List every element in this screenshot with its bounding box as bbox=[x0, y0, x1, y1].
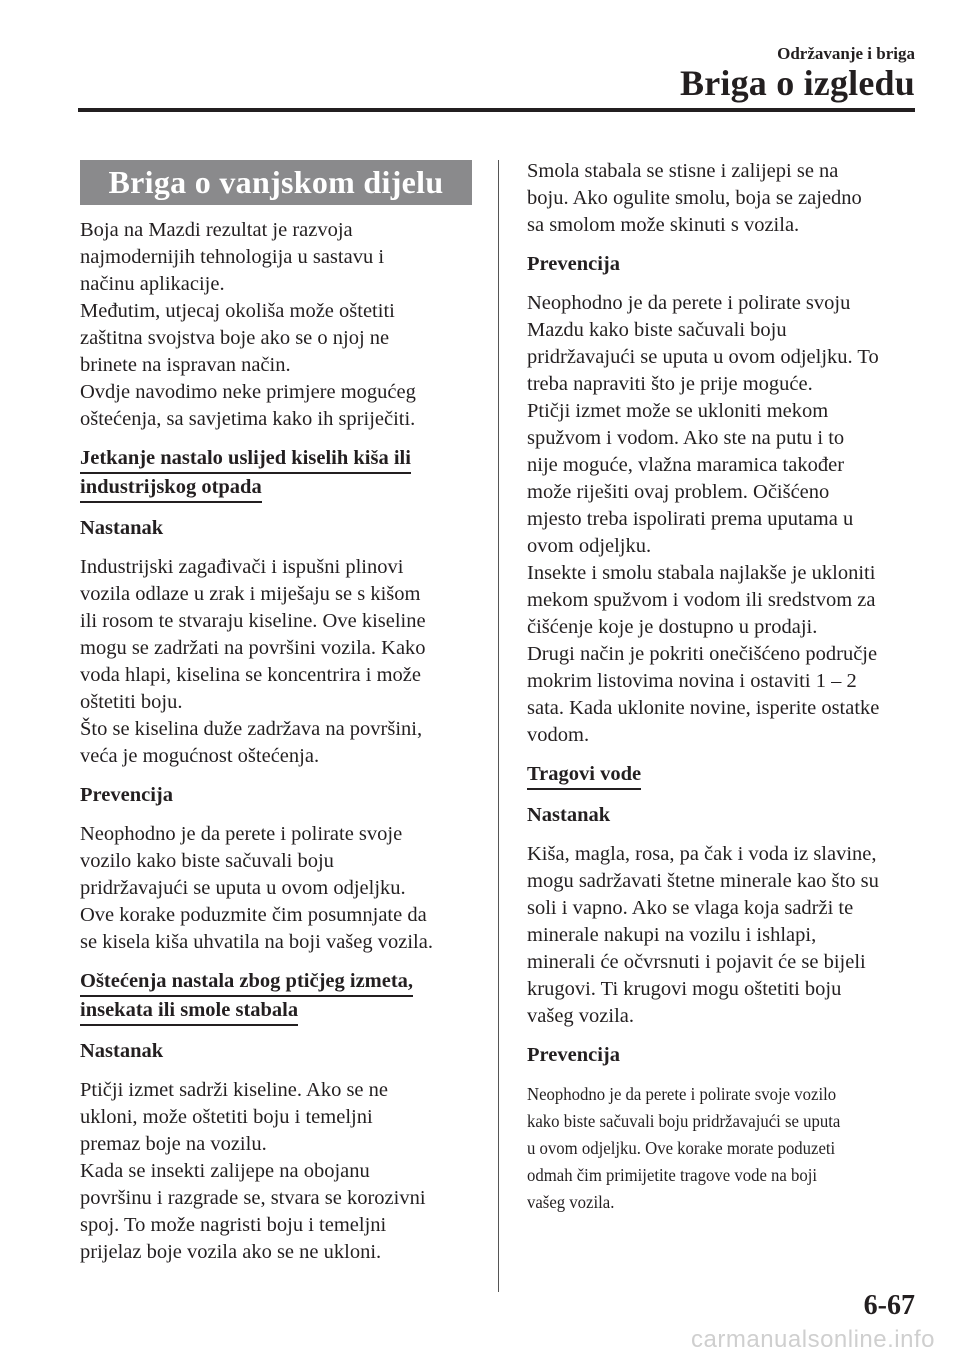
prevencija-paragraph: Neophodno je da perete i polirate svoju Mazdu kako biste sačuvali boju pridržavajući se uputa u ovom odjeljku. To treba napraviti što je prije moguće. Ptičji izmet može se ukloniti mekom spužvom i vodom. Ako ste na putu i to nije moguće, vlažna maramica također može riješiti ovaj problem. Očišćeno mjesto treba ispolirati prema uputama u ovom odjeljku. Insekte i smolu stabala najlakše je ukloniti mekom spužvom i vodom ili sredstvom za čišćenje koje je dostupno u prodaji. Drugi način je pokriti onečišćeno područje mokrim listovima novina i ostaviti 1 – 2 sata. Kada uklonite novine, isperite ostatke vodom. bbox=[527, 292, 880, 746]
chapter-label: Održavanje i briga bbox=[777, 44, 915, 63]
nastanak-paragraph: Ptičji izmet sadrži kiseline. Ako se ne ukloni, može oštetiti boju i temeljni premaz boje na vozilu. Kada se insekti zalijepe na obojanu površinu i razgrade se, stvara se korozivni spoj. To može nagristi boju i temeljni prijelaz boje vozila ako se ne ukloni. bbox=[80, 1079, 426, 1263]
watermark: carmanualsonline.info bbox=[691, 1326, 935, 1353]
subheading-prevencija: Prevencija bbox=[80, 784, 173, 806]
page-title: Briga o izgledu bbox=[680, 63, 915, 103]
heading-bird-droppings bbox=[80, 968, 472, 1026]
subheading-nastanak: Nastanak bbox=[80, 517, 164, 539]
subheading-nastanak: Nastanak bbox=[80, 1040, 164, 1062]
heading-acid-rain bbox=[80, 445, 472, 503]
nastanak-paragraph: Industrijski zagađivači i ispušni plinovi vozila odlaze u zrak i miješaju se s kišom ili rosom te stvaraju kiseline. Ove kiseline mogu se zadržati na površini vozila. Kako voda hlapi, kiselina se koncentrira i može oštetiti boju. Što se kiselina duže zadržava na površini, veća je mogućnost oštećenja. bbox=[80, 556, 426, 767]
heading-acid-rain-line1: Jetkanje nastalo uslijed kiselih kiša ili bbox=[80, 445, 411, 474]
column-divider bbox=[498, 160, 499, 1292]
heading-water-spots bbox=[527, 761, 919, 790]
right-column bbox=[527, 158, 919, 1216]
subheading-prevencija: Prevencija bbox=[527, 1044, 620, 1066]
nastanak-paragraph: Kiša, magla, rosa, pa čak i voda iz slavine, mogu sadržavati štetne minerale kao što su soli i vapno. Ako se vlaga koja sadrži te minerale nakupi na vozilu i ishlapi, minerali će očvrsnuti i pojavit će se bijeli krugovi. Ti krugovi mogu oštetiti boju vašeg vozila. bbox=[527, 843, 879, 1027]
page-number: 6-67 bbox=[863, 1290, 915, 1321]
section-banner: Briga o vanjskom dijelu bbox=[80, 160, 472, 205]
prevencija-paragraph-small: Neophodno je da perete i polirate svoje vozilo kako biste sačuvali boju pridržavajući se uputa u ovom odjeljku. Ove korake morate poduzeti odmah čim primijetite tragove vode na boji vašeg vozila. bbox=[527, 1084, 841, 1212]
subheading-nastanak: Nastanak bbox=[527, 804, 611, 826]
prevencija-paragraph: Neophodno je da perete i polirate svoje vozilo kako biste sačuvali boju pridržavajući se uputa u ovom odjeljku. Ove korake poduzmite čim posumnjate da se kisela kiša uhvatila na boji vašeg vozila. bbox=[80, 823, 433, 953]
heading-acid-rain-line2: industrijskog otpada bbox=[80, 474, 262, 503]
heading-water-spots-text: Tragovi vode bbox=[527, 761, 641, 790]
continuation-paragraph: Smola stabala se stisne i zalijepi se na boju. Ako ogulite smolu, boja se zajedno sa smolom može skinuti s vozila. bbox=[527, 160, 862, 236]
left-column bbox=[80, 160, 472, 1278]
subheading-prevencija: Prevencija bbox=[527, 253, 620, 275]
header-rule bbox=[78, 108, 915, 112]
intro-paragraph: Boja na Mazdi rezultat je razvoja najmodernijih tehnologija u sastavu i načinu aplikacije. Međutim, utjecaj okoliša može oštetiti zaštitna svojstva boje ako se o njoj ne brinete na ispravan način. Ovdje navodimo neke primjere mogućeg oštećenja, sa savjetima kako ih spriječiti. bbox=[80, 219, 416, 430]
heading-bird-droppings-line2: insekata ili smole stabala bbox=[80, 997, 298, 1026]
heading-bird-droppings-line1: Oštećenja nastala zbog ptičjeg izmeta, bbox=[80, 968, 413, 997]
